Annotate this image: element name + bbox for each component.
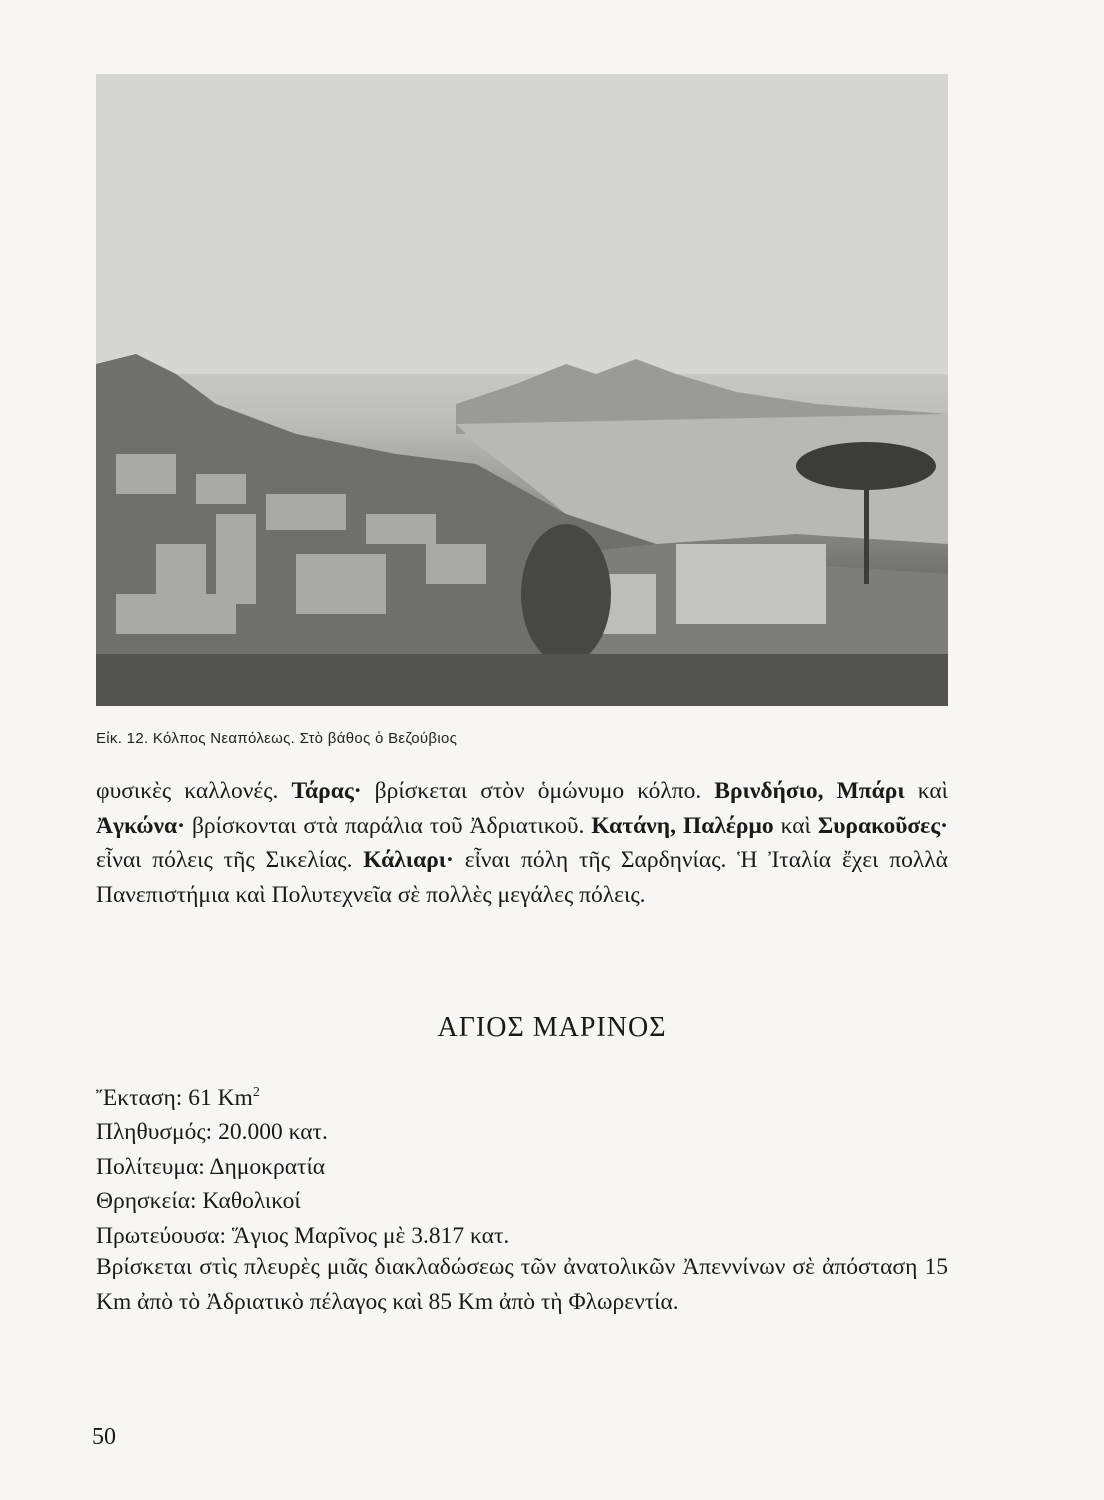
location-text: Βρίσκεται στὶς πλευρὲς μιᾶς διακλαδώσεως τῶν ἀνατολικῶν Ἀπεννίνων σὲ ἀπόσταση 15 Km ἀπὸ τὸ Ἀδριατικὸ πέλαγος καὶ 85 Km ἀπὸ τὴ Φλωρεντία. <box>96 1254 948 1315</box>
bold-cagliari: Κάλιαρι· <box>363 847 454 873</box>
text-segment: βρίσκονται στὰ παράλια τοῦ Ἀδριατικοῦ. <box>184 812 592 839</box>
fact-population: Πληθυσμός: 20.000 κατ. <box>96 1119 328 1146</box>
text-segment: καὶ <box>904 778 948 804</box>
bold-taranto: Τάρας· <box>291 778 362 804</box>
photo-illustration <box>96 74 948 706</box>
paragraph-cities <box>96 774 948 912</box>
text-segment: εἶναι πόλη τῆς Σαρδηνίας. Ἡ Ἰταλία ἔχει πολλὰ Πανεπιστήμια καὶ Πολυτεχνεῖα σὲ πολλὲς μεγάλες πόλεις. <box>96 847 948 908</box>
bold-catania-palermo: Κατάνη, Παλέρμο <box>591 812 774 839</box>
fact-area-sup: 2 <box>252 1085 260 1100</box>
page-number: 50 <box>92 1424 116 1450</box>
section-title: ΑΓΙΟΣ ΜΑΡΙΝΟΣ <box>437 1012 667 1043</box>
text-segment: βρίσκεται στὸν ὁμώνυμο κόλπο. <box>361 778 715 804</box>
fact-religion: Θρησκεία: Καθολικοί <box>96 1188 301 1215</box>
figure-caption: Εἰκ. 12. Κόλπος Νεαπόλεως. Στὸ βάθος ὁ Βεζούβιος <box>96 730 458 747</box>
fact-area <box>96 1076 948 1115</box>
text-segment: φυσικὲς καλλονές. <box>96 778 292 804</box>
fact-area-text: Ἔκταση: 61 Km <box>96 1084 253 1111</box>
bold-ancona: Ἀγκώνα· <box>96 812 185 839</box>
bold-brindisi-bari: Βρινδήσιο, Μπάρι <box>714 778 905 804</box>
paragraph-location <box>96 1250 948 1319</box>
bold-syracuse: Συρακοῦσες· <box>817 812 948 839</box>
bay-of-naples-photo <box>96 74 948 706</box>
fact-government: Πολίτευμα: Δημοκρατία <box>96 1153 326 1180</box>
text-segment: εἶναι πόλεις τῆς Σικελίας. <box>96 847 364 873</box>
country-facts <box>96 1076 948 1253</box>
fact-capital: Πρωτεύουσα: Ἅγιος Μαρῖνος μὲ 3.817 κατ. <box>96 1222 510 1249</box>
text-segment: καὶ <box>773 812 818 839</box>
